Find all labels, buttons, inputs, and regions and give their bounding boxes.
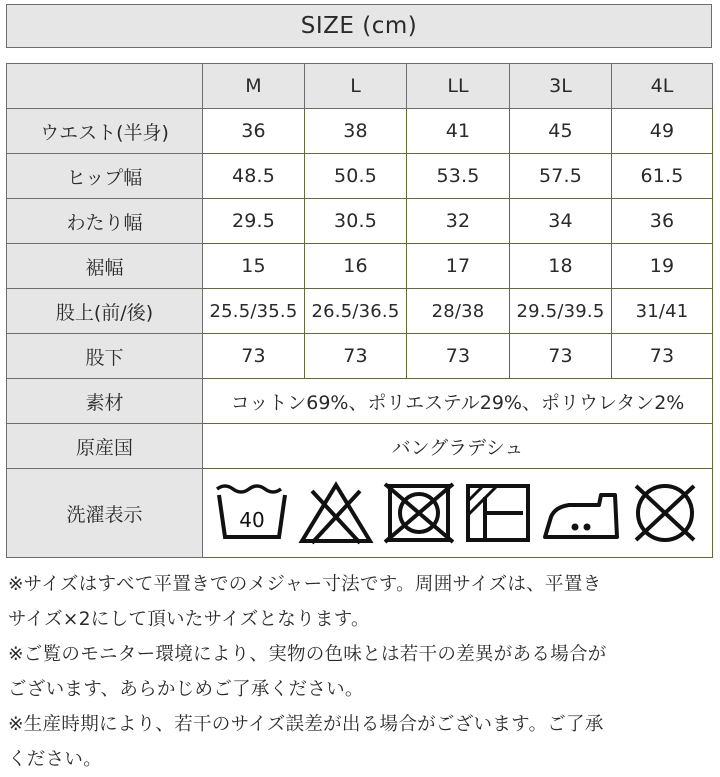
table-cell: 48.5 [203,154,305,199]
table-cell: 53.5 [407,154,510,199]
note-line: ※生産時期により、若干のサイズ誤差が出る場合がございます。ご了承 [8,714,604,735]
origin-label: 原産国 [7,424,203,469]
table-cell: 25.5/35.5 [203,289,305,334]
row-label: 股上(前/後) [7,289,203,334]
size-header-m: M [203,64,305,109]
table-cell: 57.5 [510,154,612,199]
material-value: コットン69%、ポリエステル29%、ポリウレタン2% [203,379,713,424]
table-cell: 19 [612,244,713,289]
table-cell: 31/41 [612,289,713,334]
table-row [7,244,713,289]
table-cell: 45 [510,109,612,154]
care-label: 洗濯表示 [7,469,203,558]
table-cell: 17 [407,244,510,289]
row-label: 股下 [7,334,203,379]
no-dry-clean-icon [628,481,702,545]
material-label: 素材 [7,379,203,424]
table-cell: 26.5/36.5 [305,289,407,334]
header-row [7,64,713,109]
corner-cell [7,64,203,109]
table-cell: 32 [407,199,510,244]
row-label: ヒップ幅 [7,154,203,199]
material-row [7,379,713,424]
table-row [7,154,713,199]
table-cell: 73 [305,334,407,379]
care-symbols [203,469,713,558]
table-row [7,334,713,379]
size-table [6,63,713,558]
table-cell: 41 [407,109,510,154]
table-cell: 29.5/39.5 [510,289,612,334]
table-cell: 36 [203,109,305,154]
line-dry-shade-icon [463,481,533,545]
size-header-3l: 3L [510,64,612,109]
care-row [7,469,713,558]
table-row [7,109,713,154]
wash-40-icon [213,481,291,545]
table-cell: 36 [612,199,713,244]
table-cell: 34 [510,199,612,244]
size-title: SIZE (cm) [6,4,712,48]
row-label: わたり幅 [7,199,203,244]
row-label: ウエスト(半身) [7,109,203,154]
size-header-l: L [305,64,407,109]
origin-row [7,424,713,469]
iron-low-icon [541,481,621,545]
table-cell: 16 [305,244,407,289]
no-tumble-dry-icon [382,481,456,545]
note-line: ございます、あらかじめご了承ください。 [8,679,364,700]
table-cell: 15 [203,244,305,289]
table-cell: 38 [305,109,407,154]
table-cell: 30.5 [305,199,407,244]
size-header-4l: 4L [612,64,713,109]
no-bleach-icon [298,481,374,545]
table-cell: 73 [612,334,713,379]
note-line: ください。 [8,749,103,770]
table-cell: 73 [407,334,510,379]
note-line: ※サイズはすべて平置きでのメジャー寸法です。周囲サイズは、平置き [8,574,602,595]
table-cell: 73 [203,334,305,379]
table-cell: 73 [510,334,612,379]
table-cell: 28/38 [407,289,510,334]
table-row [7,199,713,244]
table-cell: 50.5 [305,154,407,199]
origin-value: バングラデシュ [203,424,713,469]
table-cell: 29.5 [203,199,305,244]
size-header-ll: LL [407,64,510,109]
note-line: ※ご覧のモニター環境により、実物の色味とは若干の差異がある場合が [8,644,607,665]
wash-temp-label: 40 [239,508,265,532]
notes [8,567,714,777]
table-cell: 49 [612,109,713,154]
row-label: 裾幅 [7,244,203,289]
table-cell: 61.5 [612,154,713,199]
table-row [7,289,713,334]
table-cell: 18 [510,244,612,289]
note-line: サイズ×2にして頂いたサイズとなります。 [8,609,370,630]
